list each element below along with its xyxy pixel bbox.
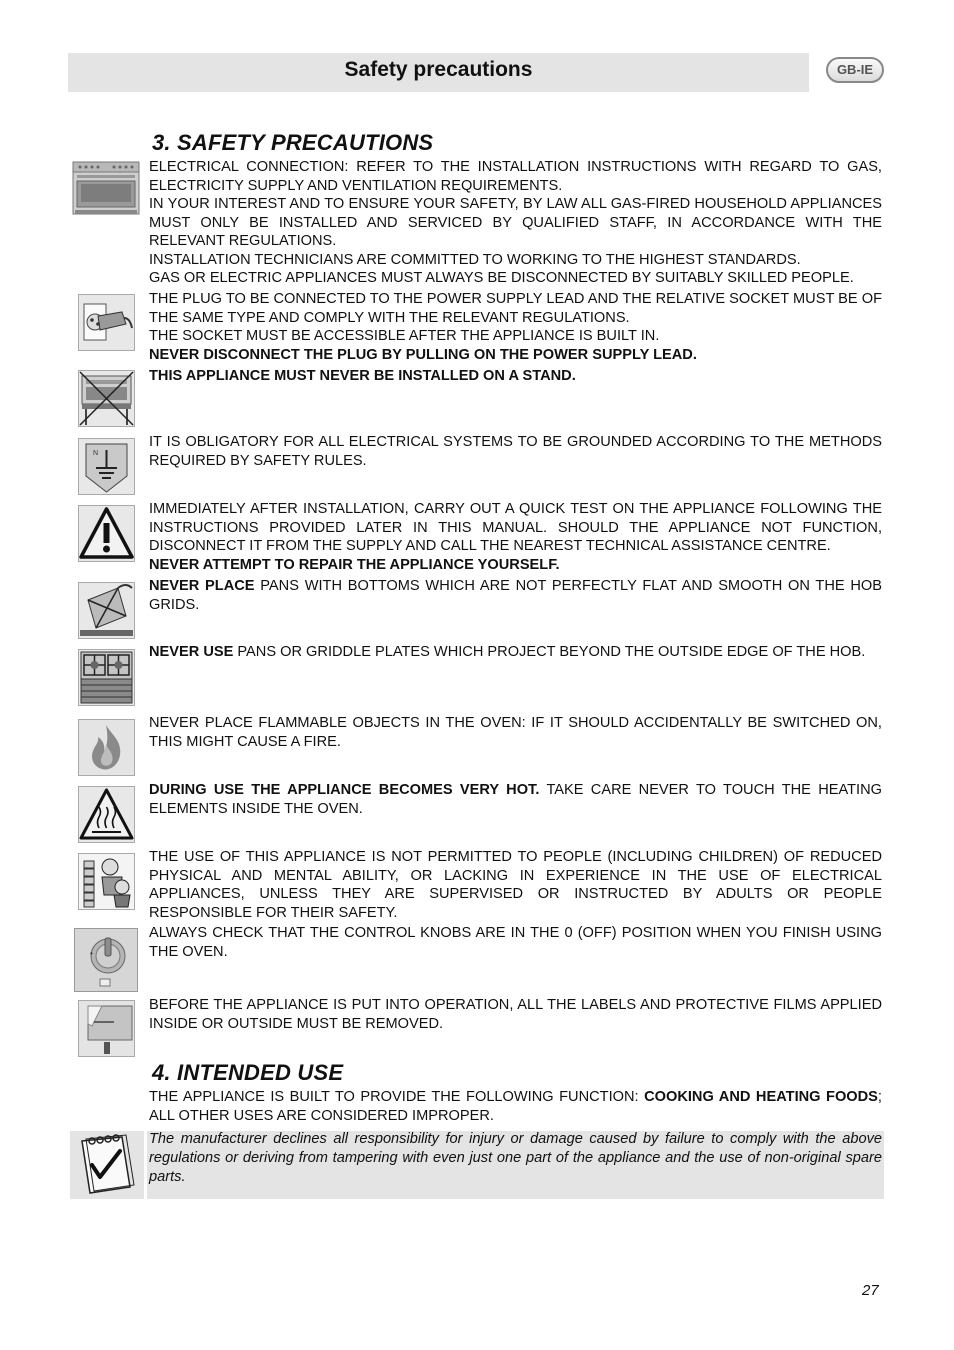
ground-icon bbox=[78, 438, 135, 495]
bold-lead: NEVER PLACE bbox=[149, 578, 255, 594]
item-plug bbox=[149, 290, 882, 364]
text-line: NEVER PLACE FLAMMABLE OBJECTS IN THE OVEN: IF IT SHOULD ACCIDENTALLY BE SWITCHED ON, THIS MIGHT CAUSE A FIRE. bbox=[149, 715, 882, 750]
page-number: 27 bbox=[862, 1282, 879, 1299]
uneven-pan-icon bbox=[78, 582, 135, 639]
item-flat-pans bbox=[149, 577, 882, 614]
text-line: ; ALL OTHER USES ARE CONSIDERED IMPROPER. bbox=[149, 1089, 882, 1124]
item-hot bbox=[149, 781, 882, 818]
text-line: GAS OR ELECTRIC APPLIANCES MUST ALWAYS BE DISCONNECTED BY SUITABLY SKILLED PEOPLE. bbox=[149, 270, 854, 286]
language-badge: GB-IE bbox=[826, 57, 884, 83]
bold-lead: DURING USE THE APPLIANCE BECOMES VERY HOT. bbox=[149, 782, 540, 798]
bold-warning: NEVER DISCONNECT THE PLUG BY PULLING ON THE POWER SUPPLY LEAD. bbox=[149, 346, 697, 363]
text-line: THE PLUG TO BE CONNECTED TO THE POWER SUPPLY LEAD AND THE RELATIVE SOCKET MUST BE OF THE SAME TYPE AND COMPLY WITH THE RELEVANT REGULATIONS. bbox=[149, 291, 882, 326]
bold-warning: NEVER ATTEMPT TO REPAIR THE APPLIANCE YOURSELF. bbox=[149, 556, 560, 573]
text-line: THE APPLIANCE IS BUILT TO PROVIDE THE FOLLOWING FUNCTION: bbox=[149, 1089, 645, 1105]
item-quick-test bbox=[149, 500, 882, 574]
item-grounding bbox=[149, 433, 882, 470]
header-bar bbox=[68, 53, 809, 92]
text-line: TAKE CARE NEVER TO TOUCH THE HEATING ELEMENTS INSIDE THE OVEN. bbox=[149, 782, 883, 817]
hob-grid-icon bbox=[78, 649, 135, 706]
item-electrical-connection bbox=[149, 158, 882, 288]
text-line: ALWAYS CHECK THAT THE CONTROL KNOBS ARE IN THE 0 (OFF) POSITION WHEN YOU FINISH USING THE OVEN. bbox=[149, 925, 882, 960]
text-line: IN YOUR INTEREST AND TO ENSURE YOUR SAFETY, BY LAW ALL GAS-FIRED HOUSEHOLD APPLIANCES MUST ONLY BE INSTALLED AND SERVICED BY QUALIFIED STAFF, IN ACCORDANCE WITH THE RELEVANT REGULATIONS. bbox=[149, 196, 882, 249]
section-heading-safety: 3. SAFETY PRECAUTIONS bbox=[152, 130, 434, 155]
disclaimer-text: The manufacturer declines all responsibility for injury or damage caused by failure to comply with the above regulations or deriving from tampering with even just one part of the appliance and the use of non-original spare parts. bbox=[149, 1131, 882, 1185]
item-no-stand bbox=[149, 367, 882, 386]
protective-film-icon bbox=[78, 1000, 135, 1057]
bold-lead: NEVER USE bbox=[149, 644, 234, 660]
text-line: THE SOCKET MUST BE ACCESSIBLE AFTER THE APPLIANCE IS BUILT IN. bbox=[149, 328, 660, 344]
text-line: ELECTRICAL CONNECTION: REFER TO THE INSTALLATION INSTRUCTIONS WITH REGARD TO GAS, ELECTRICITY SUPPLY AND VENTILATION REQUIREMENTS. bbox=[149, 159, 882, 194]
section-heading-intended-use: 4. INTENDED USE bbox=[152, 1060, 344, 1085]
item-knobs-off bbox=[149, 924, 882, 961]
hot-surface-icon bbox=[78, 786, 135, 843]
intended-use-text bbox=[149, 1088, 882, 1125]
text-line: PANS WITH BOTTOMS WHICH ARE NOT PERFECTLY FLAT AND SMOOTH ON THE HOB GRIDS. bbox=[149, 578, 882, 613]
item-protective-films bbox=[149, 996, 882, 1033]
text-line: IT IS OBLIGATORY FOR ALL ELECTRICAL SYSTEMS TO BE GROUNDED ACCORDING TO THE METHODS REQUIRED BY SAFETY RULES. bbox=[149, 434, 882, 469]
no-stand-icon bbox=[78, 370, 135, 427]
bold-phrase: COOKING AND HEATING FOODS bbox=[644, 1089, 878, 1105]
text-line: BEFORE THE APPLIANCE IS PUT INTO OPERATION, ALL THE LABELS AND PROTECTIVE FILMS APPLIED INSIDE OR OUTSIDE MUST BE REMOVED. bbox=[149, 997, 882, 1032]
children-icon bbox=[78, 853, 135, 910]
oven-appliance-icon bbox=[72, 160, 140, 216]
plug-socket-icon bbox=[78, 294, 135, 351]
flame-icon bbox=[78, 719, 135, 776]
text-line: THE USE OF THIS APPLIANCE IS NOT PERMITTED TO PEOPLE (INCLUDING CHILDREN) OF REDUCED PHYSICAL AND MENTAL ABILITY, OR LACKING IN EXPERIENCE IN THE USE OF ELECTRICAL APPLIANCES, UNLESS THEY ARE SUPERVISED OR INSTRUCTED BY ADULTS OR PEOPLE RESPONSIBLE FOR THEIR SAFETY. bbox=[149, 849, 882, 921]
item-reduced-ability bbox=[149, 848, 882, 922]
warning-triangle-icon bbox=[78, 505, 135, 562]
notepad-check-icon bbox=[70, 1131, 144, 1199]
page-title: Safety precautions bbox=[344, 58, 533, 81]
svg-text:•: • bbox=[90, 949, 93, 958]
text-line: INSTALLATION TECHNICIANS ARE COMMITTED TO WORKING TO THE HIGHEST STANDARDS. bbox=[149, 251, 801, 268]
bold-warning: THIS APPLIANCE MUST NEVER BE INSTALLED ON A STAND. bbox=[149, 368, 576, 384]
item-flammable bbox=[149, 714, 882, 751]
item-pan-size bbox=[149, 643, 882, 662]
text-line: IMMEDIATELY AFTER INSTALLATION, CARRY OUT A QUICK TEST ON THE APPLIANCE FOLLOWING THE INSTRUCTIONS PROVIDED LATER IN THIS MANUAL. SHOULD THE APPLIANCE NOT FUNCTION, DISCONNECT IT FROM THE SUPPLY AND CALL THE NEAREST TECHNICAL ASSISTANCE CENTRE. bbox=[149, 501, 882, 554]
text-line: PANS OR GRIDDLE PLATES WHICH PROJECT BEYOND THE OUTSIDE EDGE OF THE HOB. bbox=[233, 644, 866, 660]
svg-text:N: N bbox=[93, 450, 99, 457]
control-knob-icon bbox=[74, 928, 138, 992]
